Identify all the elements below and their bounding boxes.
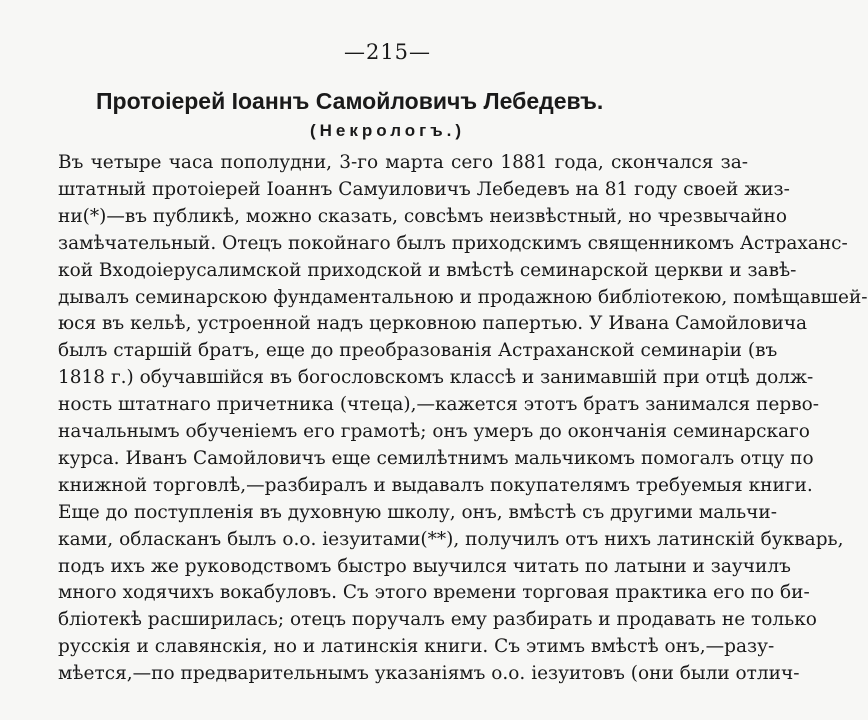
text-line: замѣчательный. Отецъ покойнаго былъ приходскимъ священникомъ Астраханс- [58, 232, 848, 254]
text-line: начальнымъ обученіемъ его грамотѣ; онъ умеръ до окончанія семинарскаго [58, 421, 810, 442]
text-line: дывалъ семинарскою фундаментальною и продажною библіотекою, помѣщавшей- [58, 286, 868, 308]
text-line: штатный протоіерей Іоаннъ Самуиловичъ Лебедевъ на 81 году своей жиз- [58, 178, 790, 200]
article-subtitle: (Некрологъ.) [309, 121, 466, 140]
text-line: бліотекѣ расширилась; отецъ поручалъ ему разбирать и продавать не только [58, 609, 817, 631]
text-line: курса. Иванъ Самойловичъ еще семилѣтнимъ мальчикомъ помогалъ отцу по [58, 447, 814, 469]
text-line: ни(*)—въ публикѣ, можно сказать, совсѣмъ неизвѣстный, но чрезвычайно [58, 205, 788, 227]
text-line: Въ четыре часа пополудни, 3-го марта сего 1881 года, скончался за- [58, 152, 748, 173]
text-line: Еще до поступленія въ духовную школу, онъ, вмѣстѣ съ другими мальчи- [58, 501, 777, 523]
text-line: 1818 г.) обучавшійся въ богословскомъ классѣ и занимавшій при отцѣ долж- [58, 367, 814, 389]
text-line: много ходячихъ вокабуловъ. Съ этого времени торговая практика его по би- [58, 582, 810, 604]
page-number: —215— [343, 40, 432, 64]
text-line: книжной торговлѣ,—разбиралъ и выдавалъ покупателямъ требуемыя книги. [58, 474, 813, 496]
text-line: ками, обласканъ былъ о.о. іезуитами(**), получилъ отъ нихъ латинскій букварь, [58, 528, 844, 550]
text-line: юся въ кельѣ, устроенной надъ церковною папертью. У Ивана Самойловича [58, 313, 808, 335]
text-line: ность штатнаго причетника (чтеца),—кажется этотъ братъ занимался перво- [58, 394, 820, 416]
article-title: Протоіерей Іоаннъ Самойловичъ Лебедевъ. [96, 88, 604, 114]
text-line: русскія и славянскія, но и латинскія книги. Съ этимъ вмѣстѣ онъ,—разу- [58, 636, 775, 658]
text-line: былъ старшій братъ, еще до преобразованія Астраханской семинаріи (въ [58, 340, 778, 362]
text-line: мѣется,—по предварительнымъ указаніямъ о.о. іезуитовъ (они были отлич- [58, 663, 800, 685]
text-line: подъ ихъ же руководствомъ быстро выучился читать по латыни и заучилъ [58, 555, 791, 577]
text-line: кой Входоіерусалимской приходской и вмѣстѣ семинарской церкви и завѣ- [58, 259, 797, 281]
